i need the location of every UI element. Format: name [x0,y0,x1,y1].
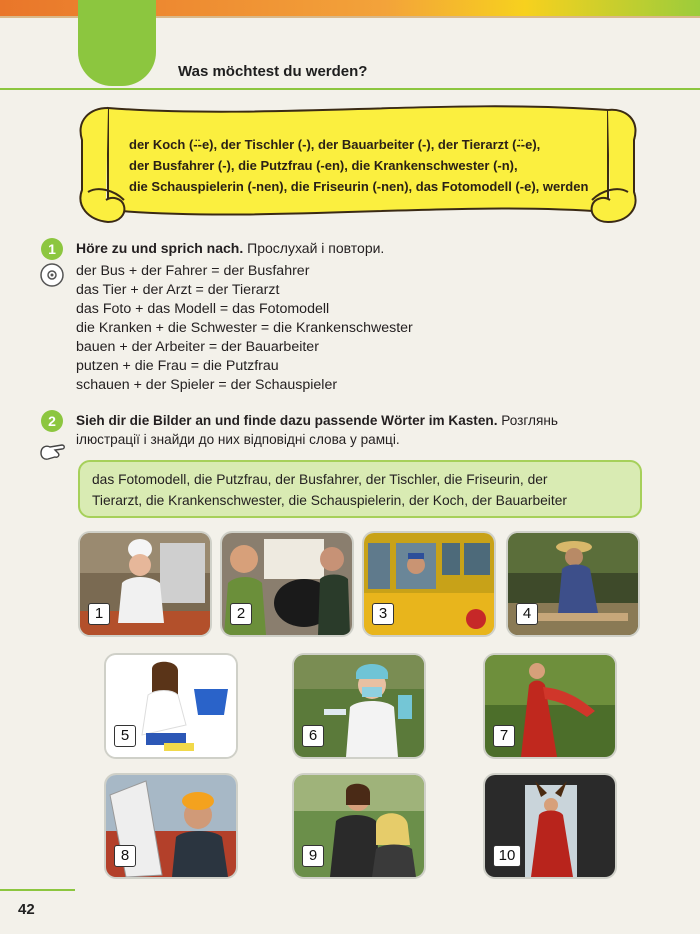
photo-5 [106,655,236,757]
section-tab-decoration [78,0,156,86]
photo-8 [106,775,236,877]
photo-label: 8 [114,845,136,867]
photo-label: 7 [493,725,515,747]
photo-3 [364,533,494,635]
photo-10 [485,775,615,877]
photo-label: 4 [516,603,538,625]
compound-word-list [76,262,413,395]
photo-label: 2 [230,603,252,625]
task-1-number: 1 [41,238,63,260]
vocabulary-text [129,134,597,197]
photo-9 [294,775,424,877]
photo-label: 3 [372,603,394,625]
phrase-item: das Foto + das Modell = das Fotomodell [76,301,330,317]
vocabulary-scroll [68,100,644,232]
task-2-instruction-line-1 [76,413,558,428]
pointing-hand-icon [38,439,68,463]
phrase-item: die Kranken + die Schwester = die Krankenschwester [76,320,413,336]
page-number: 42 [18,901,35,918]
photo-label: 1 [88,603,110,625]
task-2-instruction-line-2: ілюстрації і знайди до них відповідні слова у рамці. [76,432,400,447]
photo-2 [222,533,352,635]
photo-1 [80,533,210,635]
photo-label: 6 [302,725,324,747]
phrase-item: bauen + der Arbeiter = der Bauarbeiter [76,339,319,355]
word-box-line-2: Tierarzt, die Krankenschwester, die Schauspielerin, der Koch, der Bauarbeiter [92,493,567,508]
photo-7 [485,655,615,757]
phrase-item: der Bus + der Fahrer = der Busfahrer [76,263,310,279]
phrase-item: das Tier + der Arzt = der Tierarzt [76,282,280,298]
footer-rule [0,889,75,891]
task-1-instruction-uk: Прослухай і повтори. [247,240,385,256]
task-2-number: 2 [41,410,63,432]
vocab-line-2: der Busfahrer (-), die Putzfrau (-en), die Krankenschwester (-n), [129,158,518,173]
word-box [78,460,642,518]
photo-6 [294,655,424,757]
vocab-line-1: der Koch (-̈-e), der Tischler (-), der Bauarbeiter (-), der Tierarzt (-̈-e), [129,137,541,152]
photo-label: 5 [114,725,136,747]
task-1-instruction-de: Höre zu und sprich nach. [76,240,244,256]
title-underline [0,88,700,90]
phrase-item: putzen + die Frau = die Putzfrau [76,358,279,374]
page-title: Was möchtest du werden? [178,63,368,80]
task-2-instruction-de: Sieh dir die Bilder an und finde dazu passende Wörter im Kasten. [76,413,498,428]
photo-label: 10 [493,845,521,867]
task-2-instruction-uk-a: Розглянь [501,413,558,428]
phrase-item: schauen + der Spieler = der Schauspieler [76,377,338,393]
audio-cd-icon[interactable] [39,262,65,288]
photo-4 [508,533,638,635]
vocab-line-3: die Schauspielerin (-nen), die Friseurin (-nen), das Fotomodell (-e), werden [129,179,589,194]
task-1-instruction [76,240,384,256]
photo-label: 9 [302,845,324,867]
word-box-line-1: das Fotomodell, die Putzfrau, der Busfahrer, der Tischler, die Friseurin, der [92,472,548,487]
